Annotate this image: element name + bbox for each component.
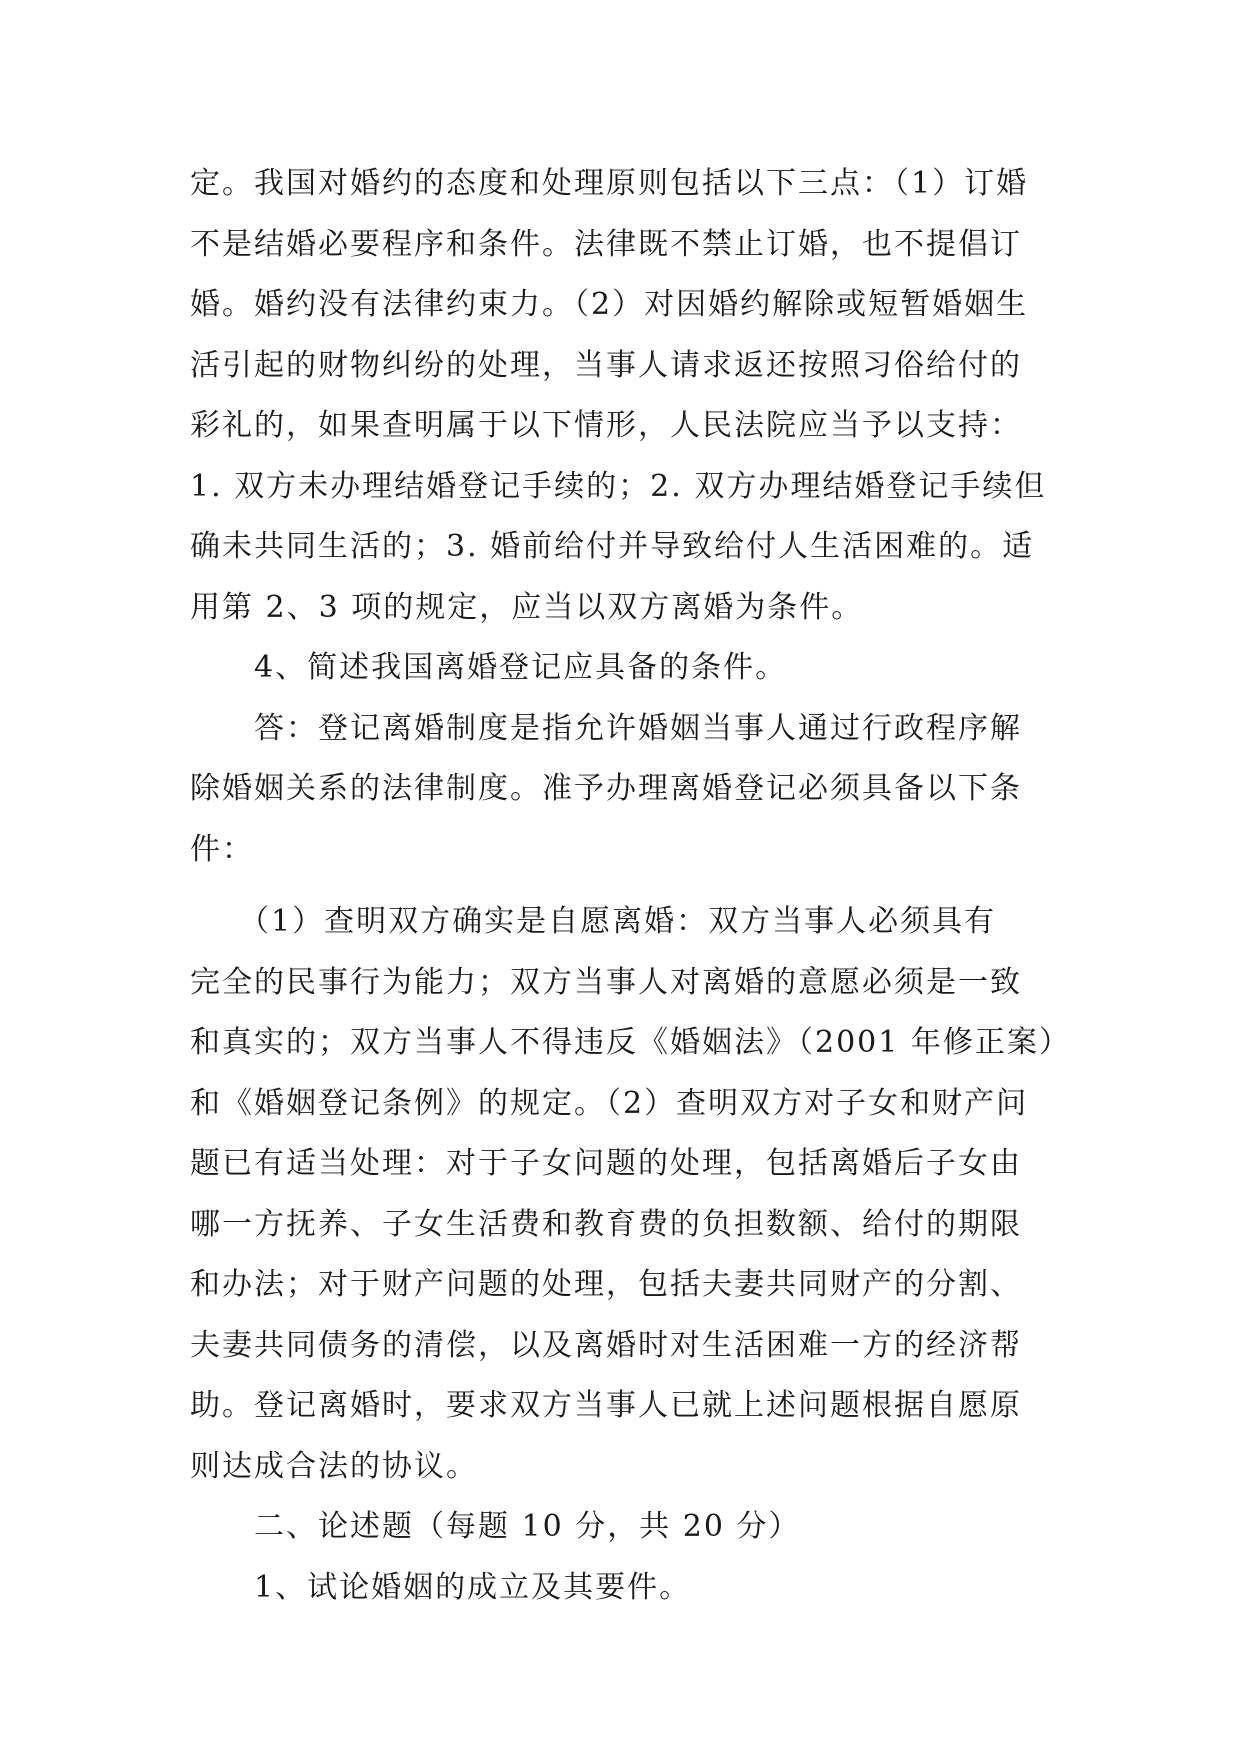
text-line: 确未共同生活的；3. 婚前给付并导致给付人生活困难的。适 [190,529,1035,564]
text-line: 活引起的财物纠纷的处理，当事人请求返还按照习俗给付的 [190,347,1022,383]
text-line: 定。我国对婚约的态度和处理原则包括以下三点：（1）订婚 [190,166,1029,201]
text-line: 夫妻共同债务的清偿，以及离婚时对生活困难一方的经济帮 [190,1327,1022,1363]
section-heading: 二、论述题（每题 10 分，共 20 分） [190,1509,801,1544]
text-line: 和《婚姻登记条例》的规定。（2）查明双方对子女和财产问 [190,1085,1029,1121]
text-line: 和办法；对于财产问题的处理，包括夫妻共同财产的分割、 [190,1267,1022,1302]
text-line: 件： [190,831,254,867]
answer-line: 答：登记离婚制度是指允许婚姻当事人通过行政程序解 [190,710,1022,746]
text-line: 1. 双方未办理结婚登记手续的；2. 双方办理结婚登记手续但 [190,468,1047,504]
text-line: 除婚姻关系的法律制度。准予办理离婚登记必须具备以下条 [190,771,1022,806]
text-line: 用第 2、3 项的规定，应当以双方离婚为条件。 [190,589,864,625]
text-line: 则达成合法的协议。 [190,1448,478,1484]
text-line: 助。登记离婚时，要求双方当事人已就上述问题根据自愿原 [190,1388,1022,1423]
text-line: 完全的民事行为能力；双方当事人对离婚的意愿必须是一致 [190,964,1022,1000]
text-line: 题已有适当处理：对于子女问题的处理，包括离婚后子女由 [190,1146,1022,1181]
text-line: 和真实的；双方当事人不得违反《婚姻法》（2001 年修正案） [190,1025,1071,1060]
document-page [190,154,1071,1618]
question-heading: 1、试论婚姻的成立及其要件。 [190,1569,692,1605]
paragraph-gap [190,880,1050,892]
text-line: 彩礼的，如果查明属于以下情形，人民法院应当予以支持： [190,408,1022,443]
text-line: 不是结婚必要程序和条件。法律既不禁止订婚，也不提倡订 [190,226,1022,262]
question-heading: 4、简述我国离婚登记应具备的条件。 [190,650,788,685]
text-line: （1）查明双方确实是自愿离婚：双方当事人必须具有 [190,904,997,939]
text-line: 婚。婚约没有法律约束力。（2）对因婚约解除或短暂婚姻生 [190,287,1029,322]
text-line: 哪一方抚养、子女生活费和教育费的负担数额、给付的期限 [190,1206,1022,1242]
